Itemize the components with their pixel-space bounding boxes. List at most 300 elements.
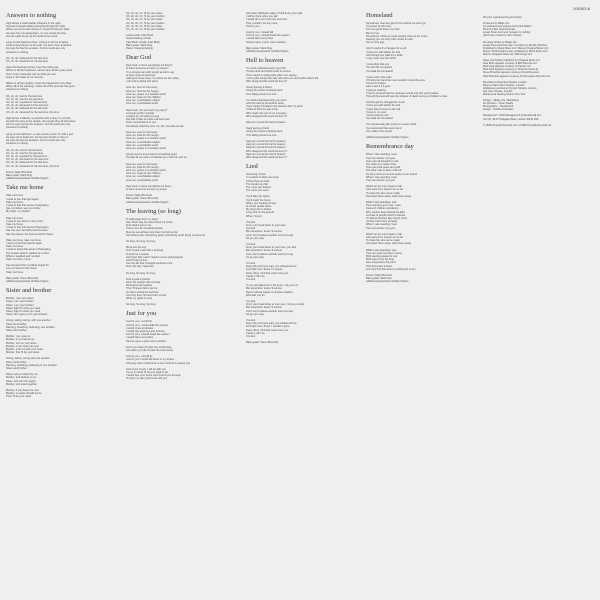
lyric-line: And when you die I'll take the tears away [126, 349, 173, 353]
verse [126, 153, 238, 159]
lyric-line: Something new, something good, something worth being out here for [126, 233, 206, 237]
verse [6, 117, 118, 130]
lyric-line: How long before they find [366, 261, 396, 265]
lyric-line: Like a storm if it goes [366, 85, 391, 89]
lyric-line: Help turn round this hell to heaven [246, 143, 286, 147]
lyric-line: But somehow I know I'll survive [246, 249, 282, 253]
lyric-line: If I could understand why you won't [246, 98, 287, 102]
verse [126, 64, 238, 83]
lyric-line: I'd like to think it's just a line [246, 108, 278, 112]
lyric-line: The more you need [246, 189, 269, 193]
credit-line: Bass guitar: Steve Brzezicki [6, 276, 39, 280]
verse [126, 163, 238, 182]
lyric-line: You stayed away like snow on a warm hand [366, 123, 417, 127]
verse [126, 368, 238, 381]
footer-line: which were mixed by John Hudson [483, 34, 522, 38]
verse [126, 109, 238, 128]
lyric-line: Sister, I am your brother [6, 303, 34, 307]
verse [246, 221, 358, 240]
footer-line: Mick Karn appears courtesy of Virgin Records Ltd [483, 68, 538, 72]
lyric-line: One man held grace and gold [366, 166, 401, 170]
lyric-line: So go your way [246, 236, 264, 240]
footer-notes [483, 99, 594, 111]
verse [126, 303, 238, 306]
lyric-line: Two men before my eyes [366, 178, 395, 182]
lyric-line: Let my head on their chest [6, 267, 37, 271]
lyric-line: And hope that I won't need to serve well wrapped [126, 255, 183, 259]
verse [126, 355, 238, 365]
credit-line: Drums: Mark Brzezicki [6, 170, 32, 174]
song-block [126, 54, 238, 204]
lyric-line: But it's true [366, 31, 379, 35]
song-credits [366, 136, 478, 139]
lyric-line: Then maybe I could justify what I am seeing [246, 73, 297, 77]
footer-line: except 'Remembrance day' co-written by Dorothy Mitchell [483, 43, 547, 47]
lyric-line: Oh, oh, oh, deceived for the last time [6, 104, 49, 108]
credit-line: Additional keyboards: Robbie Kilgore [6, 177, 49, 181]
lyric-line: Somebody watching over me, the man that we are [126, 124, 184, 128]
lyric-line: You walk the homeland [366, 117, 393, 121]
lyric-line: You walk the homeland [366, 69, 393, 73]
song-credits [366, 274, 478, 284]
lyric-line: That I could believe in you [126, 121, 157, 125]
verse [366, 123, 478, 133]
lyric-line: Just for you, I would break the system [246, 34, 290, 38]
lyric-line: You'll touch the hours [246, 198, 271, 202]
lyric-line: Who designed this world we live in? [246, 80, 288, 84]
footer-line: Design – Midge Ure / Mainartery [483, 99, 519, 103]
lyric-line: Take me home [6, 270, 24, 274]
lyric-line: Give me, a worldwide world [126, 102, 158, 106]
credit-line: Bass guitar: Mark King [246, 46, 273, 50]
verse [126, 272, 238, 275]
lyric-line: And if you want I'll close the world away [126, 345, 172, 349]
song-title: Remembrance day [366, 143, 414, 151]
credit-line: Bass guitar: Mark King [6, 173, 33, 177]
lyric-line: Sister, let's turn the pages [6, 379, 36, 383]
lyric-line: Over in the crossroad, tell me what you see [6, 72, 56, 76]
lyric-line: He says he has the answers, but his words are only [6, 139, 66, 143]
lyric-line: The streets where I walked as a child [6, 251, 49, 255]
lyric-line: Oh, oh, oh, oh, I'll be your brother [126, 15, 165, 19]
lyric-line: Giving, taking, loving, with one another [6, 319, 51, 323]
lyric-line: Oh, oh, oh, deceived for the last time [6, 158, 49, 162]
lyric-line: And only then I'll know that I've lost [126, 293, 167, 297]
lyric-line: Throws stick and which feels to survive [246, 70, 291, 74]
lyric-line: Giving the world a helping hand [246, 130, 283, 134]
footer-line: Recorded at Musicfest Studios, London [483, 80, 527, 84]
lyric-line: When I was standing I saw [366, 153, 397, 157]
verse [366, 249, 478, 271]
verse [366, 153, 478, 182]
lyric-line: To clean the sins we've made [366, 191, 400, 195]
lyric-line: Sometimes I feel the ghost from behind me won't go [366, 22, 426, 25]
lyric-line: Just for you, I would break the system [126, 333, 170, 337]
lyric-line: Watch as the men began to fall [366, 232, 402, 236]
verse [126, 218, 238, 237]
lyric-line: Brother, that I'll be your sister [6, 351, 40, 355]
song-title: Take me home [6, 184, 44, 192]
credit-line: Additional keyboards: Robbie Kilgore [126, 200, 169, 204]
lyric-line: Help turn round this hell to heaven [246, 139, 286, 143]
song-block [366, 143, 478, 283]
verse [246, 300, 358, 316]
lyric-line: Give me, peace in a restless world [126, 137, 166, 141]
verse [246, 99, 358, 118]
lyric-line: He says he has the answers, but his words are only [6, 47, 66, 51]
lyric-line: Give me, love for the lonely [126, 162, 158, 166]
lyric-line: And I won't believe another word you say [246, 233, 294, 237]
lyric-line: Live the life that I thought would be mine [126, 262, 173, 266]
lyric-line: I'm scared of what you need [246, 176, 279, 180]
song-title: The leaving (so long) [126, 207, 181, 215]
lyric-line: Lying on the bathroom floor, nothing to do but sit alone [6, 41, 69, 45]
column-1 [6, 12, 118, 594]
lyric-line: High above a rollercoaster whispers in the night [6, 22, 61, 25]
lyric-line: Brother, and believe in me [6, 376, 37, 380]
lyric-line: Brother, if you need me near [6, 344, 39, 348]
credit-line: Lead vocals: Kate Bush [126, 34, 154, 38]
verse [6, 264, 118, 274]
credit-line: Drums: Mark Brzezicki [366, 274, 392, 277]
lyric-line: But somehow I know I'll survive [246, 306, 282, 310]
lyric-line: From your head down to your toes [246, 223, 286, 227]
lyric-line: Never nothing makes to another shadow [246, 290, 293, 294]
footer-line: except 'Dear God' and 'Answers to nothing' [483, 31, 531, 35]
lyric-line: Brother, trust me with your heart [6, 348, 43, 352]
lyric-line: The more you believe [246, 185, 271, 189]
lyric-line: I know when this ends [366, 75, 392, 79]
song-block [6, 184, 118, 283]
lyric-line: Sister and brother [6, 360, 27, 364]
lyric-line: While I was standing I saw [366, 200, 397, 204]
lyric-line: Answers to nothing [6, 142, 29, 146]
verse [6, 133, 118, 146]
lyric-line: You lied [246, 261, 256, 265]
lyric-line: I remember that you [366, 63, 390, 67]
lyric-line: Just for you, I would fly [126, 355, 153, 359]
lyric-line: I tried to pretend that the madness would end and you'd realise [366, 91, 439, 95]
lyric-line: Brother, no place should we be [6, 392, 42, 396]
footer-line: Unit 32, 35-37 Parkgate Road, London SW11 4NP [483, 117, 539, 121]
lyric-line: High above a hillside, a preacher tells a story to a crowd [6, 116, 71, 120]
footer-line: All lyrics reproduced by permission. [483, 16, 523, 19]
lyric-line: The harder you fall [246, 182, 268, 186]
lyric-line: Give me, love for the lonely [126, 130, 158, 134]
lyric-line: Who designed this world we live in? [246, 114, 288, 118]
lyric-line: There must be something better [126, 227, 163, 231]
lyric-line: Take me home, take me home [6, 238, 41, 242]
lyric-line: Must be something more than I've held so far [126, 230, 178, 234]
verse [246, 140, 358, 159]
lyric-line: See the sea, the fields and the trees [6, 229, 48, 233]
lyric-line: Watch as the men began to fall [366, 185, 402, 189]
lyric-line: Sister and brother [6, 367, 27, 371]
lyric-line: Give me, a worldwide world [126, 178, 158, 182]
lyric-line: Just for you I would fall down to my knees [126, 358, 175, 362]
lyric-line: Brother, on a road we go [6, 338, 35, 342]
lyric-line: You lied [246, 220, 256, 224]
catalog-number: 209303-6 [573, 6, 590, 11]
lyric-line: When I found [246, 214, 262, 218]
footer-line: Warner Chappell Music Ltd / BMI Songs Ltd [483, 52, 532, 56]
credit-line: Bass guitar: Mick Karn [366, 277, 392, 281]
lyric-line: Not that I'd like to know if all were true [126, 118, 170, 122]
lyric-line: Survive upon a poor man's wisdom [126, 339, 167, 343]
lyric-line: I need to feel that sense of belonging [6, 226, 49, 230]
credit-line: Bass guitar: Steve Brzezicki [126, 197, 159, 201]
lyric-line: A crowd of people stood in silence [366, 213, 406, 217]
lyric-line: Find what's lost to me [126, 224, 152, 228]
lyric-line: If your in doubt I'll tell you what to do [126, 371, 168, 375]
lyric-line: Help turn round this hell to heaven [246, 146, 286, 150]
lyric-line: I'll walk away from my heart [126, 217, 158, 221]
verse [366, 47, 478, 60]
lyric-line: Giving, taking, loving with one another [6, 357, 50, 361]
lyric-line: Oh, oh, oh, tied for the last time [6, 148, 43, 152]
verse [6, 357, 118, 370]
lyric-line: Sister, fight for what you need [6, 306, 41, 310]
footer-line: Additional recording at Olympic Studios, London [483, 86, 537, 90]
footer-line: Published by Mood Music Ltd / Warner Chappell Music Ltd [483, 46, 548, 50]
lyric-line: So they came to me and spoke to our hearts [366, 172, 418, 176]
verse [6, 335, 118, 354]
lyric-line: Both want to be the king [366, 258, 394, 262]
lyric-line: I'll work for a reason [126, 252, 150, 256]
credit-line: Additional keyboards: Robbie Kilgore [366, 136, 409, 140]
song-credits [6, 171, 118, 181]
lyric-line: From your head down to your toes, you lied [246, 246, 296, 250]
verse [6, 239, 118, 261]
lyric-line: He sees the sun going down, no one knows the time [6, 31, 67, 35]
lyric-line: And wash them away, wash them away [366, 242, 412, 246]
lyric-line: You feel the homeland [366, 66, 392, 70]
song-title: Hell to heaven [246, 57, 284, 65]
footer-notes [483, 22, 594, 37]
verse [366, 185, 478, 198]
lyric-line: Like tears from heaven on us all [366, 188, 403, 192]
lyric-line: I would take every blow [246, 37, 273, 41]
lyric-line: From your head down to your toes, I know you lied [246, 303, 305, 307]
verse [126, 278, 238, 300]
song-block [246, 163, 358, 344]
lyric-line: You made it too sound [366, 129, 392, 133]
lyric-line: Cause I can't be [246, 274, 265, 278]
footer-line: Mark Brzezicki appears courtesy of Phonogram Records Ltd [483, 74, 550, 78]
credit-line: Drums: Mark Brzezicki [126, 194, 152, 198]
lyric-line: Is there someone to hear my prayer? [126, 67, 169, 71]
footer-line: Mastered at Sterling Sound, New York [483, 92, 526, 96]
verse [6, 297, 118, 316]
verse [246, 262, 358, 281]
lyric-line: Take me home [6, 245, 24, 249]
lyric-line: Sister and brother [6, 322, 27, 326]
lyric-line: The other was a storm and red [366, 169, 402, 173]
lyric-line: I want to feel that warmth again [6, 241, 43, 245]
song-title: Just for you [126, 310, 157, 318]
lyric-line: Give me, hope for the children [126, 96, 161, 100]
verse [246, 195, 358, 217]
lyric-line: Take me home [6, 194, 24, 198]
lyric-line: I need to see that light again [6, 197, 39, 201]
verse [6, 41, 118, 54]
lyric-line: Find myself a partner [126, 277, 151, 281]
lyric-line: And they find that there's nothing left to win [366, 267, 416, 271]
verse [6, 57, 118, 63]
lyric-line: So long, So long, So long [126, 303, 156, 307]
verse [6, 373, 118, 386]
footer-notes [483, 81, 594, 96]
lyric-line: I need to see where I came from [6, 219, 44, 223]
lyric-line: I would take every blow [126, 336, 153, 340]
verse [246, 243, 358, 259]
lyric-line: While I was standing I saw [366, 248, 397, 252]
lyric-line: Give me, a worldwide world [126, 143, 158, 147]
lyric-line: Give me, peace in a restless world [126, 92, 166, 96]
lyric-line: Long cold on the ground [246, 211, 274, 215]
lyric-line: Sister, don't give up on your dreams [6, 313, 48, 317]
song-title: Lied [246, 163, 258, 171]
lyric-line: Or that it should be and then [126, 290, 159, 294]
credit-line: Piano: Craig Armstrong [126, 47, 153, 51]
lyric-line: The other in a cloak of lies [366, 162, 397, 166]
lyric-line: I'd hold your hand the neon wouldn't cloud the eyes [366, 79, 425, 83]
lyric-line: Who lied you for [246, 293, 265, 297]
lyric-line: Find myself a job with a purpose [126, 249, 164, 253]
lyric-line: Dancing, breathing, believing in one another [6, 363, 57, 367]
lyric-line: Look at the pictures on the wall, I've seen them all before [6, 44, 72, 48]
lyric-line: Hearing you not sorry that I knew so well [366, 38, 413, 42]
lyric-line: I know you will shelter far and [366, 50, 401, 54]
song-title: Dear God [126, 54, 152, 62]
lyric-line: Oh, oh, oh, deserted for the last time, this time [6, 110, 60, 114]
lyric-line: My sister, my brother [6, 210, 31, 214]
lyric-line: Oh, oh, oh, believed for the last time [6, 56, 48, 60]
lyric-line: Oh, oh, oh, believed for the last time [6, 161, 48, 165]
lyric-line: When all of the warnings, where all of the promise has gone [6, 85, 75, 89]
song-title: Answers to nothing [6, 12, 57, 19]
lyric-line: You lied [246, 300, 256, 304]
lyric-line: And he says he has the answers, but his words are only [6, 123, 71, 127]
footer-line: Art direction – Peter Saville [483, 102, 514, 106]
lyric-line: So go your way [246, 255, 264, 259]
lyric-line: Take me home [6, 200, 24, 204]
song-credits [6, 277, 118, 283]
lyric-line: And though you walk for a while [366, 53, 403, 57]
song-block [126, 208, 238, 307]
footer-line: Co-produced and engineered by Rik Walton [483, 25, 532, 29]
lyric-line: My hope lies in letters [246, 208, 272, 212]
lyric-line: And right now I know, I wonder's gone [246, 325, 290, 329]
lyric-line: I'd cover it before [366, 82, 386, 86]
lyric-line: Answers to nothing [6, 50, 29, 54]
lyric-line: Move into the city [126, 246, 147, 250]
lyric-line: Just for you, I would fall [246, 31, 274, 35]
lyric-line: Brother, I am open to [6, 335, 31, 339]
lyric-line: But somehow I know I'll survive [246, 230, 282, 234]
lyric-line: Sounds of people talking sleeping through the night [6, 25, 65, 29]
song-credits [126, 34, 238, 50]
lyric-line: Form the partner with a family [126, 281, 161, 284]
credit-line: Guest backing vocals: [126, 37, 152, 41]
lyric-line: And though it's changed for us all [366, 101, 405, 105]
lyric-line: To you we talked we in the eyes, I say you no [246, 284, 299, 288]
lyric-line: You lied [246, 335, 256, 339]
lyric-line: Oh, oh, oh, tied for the last time [6, 94, 43, 98]
lyric-line: Give me, love for the lonely [126, 86, 158, 90]
footer-line: Design – Saville Associates [483, 108, 514, 112]
lyric-line: Lying on the bathroom, a man comes on the TV with a gun [6, 132, 74, 136]
song-title: Homeland [366, 12, 393, 19]
verse [366, 63, 478, 73]
song-block [246, 12, 358, 53]
lyric-line: Faces of children wondering [366, 207, 399, 211]
verse [6, 389, 118, 399]
verse [126, 185, 238, 191]
verse [246, 86, 358, 96]
column-3 [246, 12, 358, 594]
lyric-line: So long, So long, So long [126, 239, 156, 243]
verse [6, 217, 118, 236]
footer-line: Mark King appears courtesy of Polydor Ltd [483, 65, 531, 69]
credit-line: Additional keyboards: Robbie Kilgore [246, 50, 289, 54]
lyric-line: You know by this time [366, 25, 391, 29]
lyric-line: If it's falling around us now [246, 133, 277, 137]
lyric-line: I can't quite accept the way who have so much while others die [246, 76, 319, 80]
lyric-line: And I'll start to live [126, 258, 147, 262]
lyric-line: Just for you, I could walk the oceans [126, 323, 168, 327]
verse [126, 240, 238, 243]
lyric-line: Sister and brother [6, 329, 27, 333]
footer-notes [483, 59, 594, 78]
footer-line: All songs written by Midge Ure, [483, 40, 518, 44]
verse [6, 149, 118, 168]
lyric-line: You lied [246, 242, 256, 246]
lyric-line: Take me home, home [6, 257, 31, 261]
footer-line: and 'Geo' Studios, London [483, 89, 513, 93]
lyric-line: Help turn round this hell to heaven [246, 152, 286, 156]
lyric-line: When I was standing I saw [366, 223, 397, 227]
lyric-line: Oh, oh, oh, oh, I'll be your brother [126, 28, 165, 32]
lyric-line: If it's falling around us now [246, 92, 277, 96]
lyric-line: Who designed this world we live in? [246, 155, 288, 159]
lyric-line: I need to feel that sense of belonging [6, 203, 49, 207]
song-block [6, 287, 118, 398]
lyric-line: I need to know that sense of belonging [6, 248, 51, 252]
lyric-line: And pray that I could come a love that's lit to please you [126, 361, 191, 365]
lyric-line: Brother, turn on your sister [6, 341, 37, 345]
lyric-line: Two men before my eyes [366, 226, 395, 230]
lyric-line: See the places, the streets and the faces [6, 232, 54, 236]
column-4 [366, 12, 478, 594]
credit-line: Kate Bush Vocals: Kate Bush [126, 40, 160, 44]
lyric-line: Give me, a worldwide religion [126, 140, 160, 144]
footer-notes [483, 114, 594, 120]
lyric-line: I know what we can [366, 114, 389, 118]
lyric-line: Dear God, can you hear my prayer? [126, 108, 168, 112]
footer-line: Mixed by Bob Clearmountain [483, 28, 516, 32]
lyric-line: And right now I know, I'm guess [246, 268, 283, 272]
verse [246, 284, 358, 297]
lyric-line: Sometimes I think you start singing clear as the notes [366, 34, 428, 38]
lyric-line: Then I'll be your sister [6, 395, 32, 399]
column-5 [483, 12, 594, 594]
verse [126, 12, 238, 31]
lyric-line: But somehow I know I'll survive [246, 287, 282, 291]
song-credits [246, 341, 358, 344]
lyric-line: I would pay all prices and tortures [126, 330, 165, 334]
lyric-line: And wash them away, wash them away [366, 194, 412, 198]
